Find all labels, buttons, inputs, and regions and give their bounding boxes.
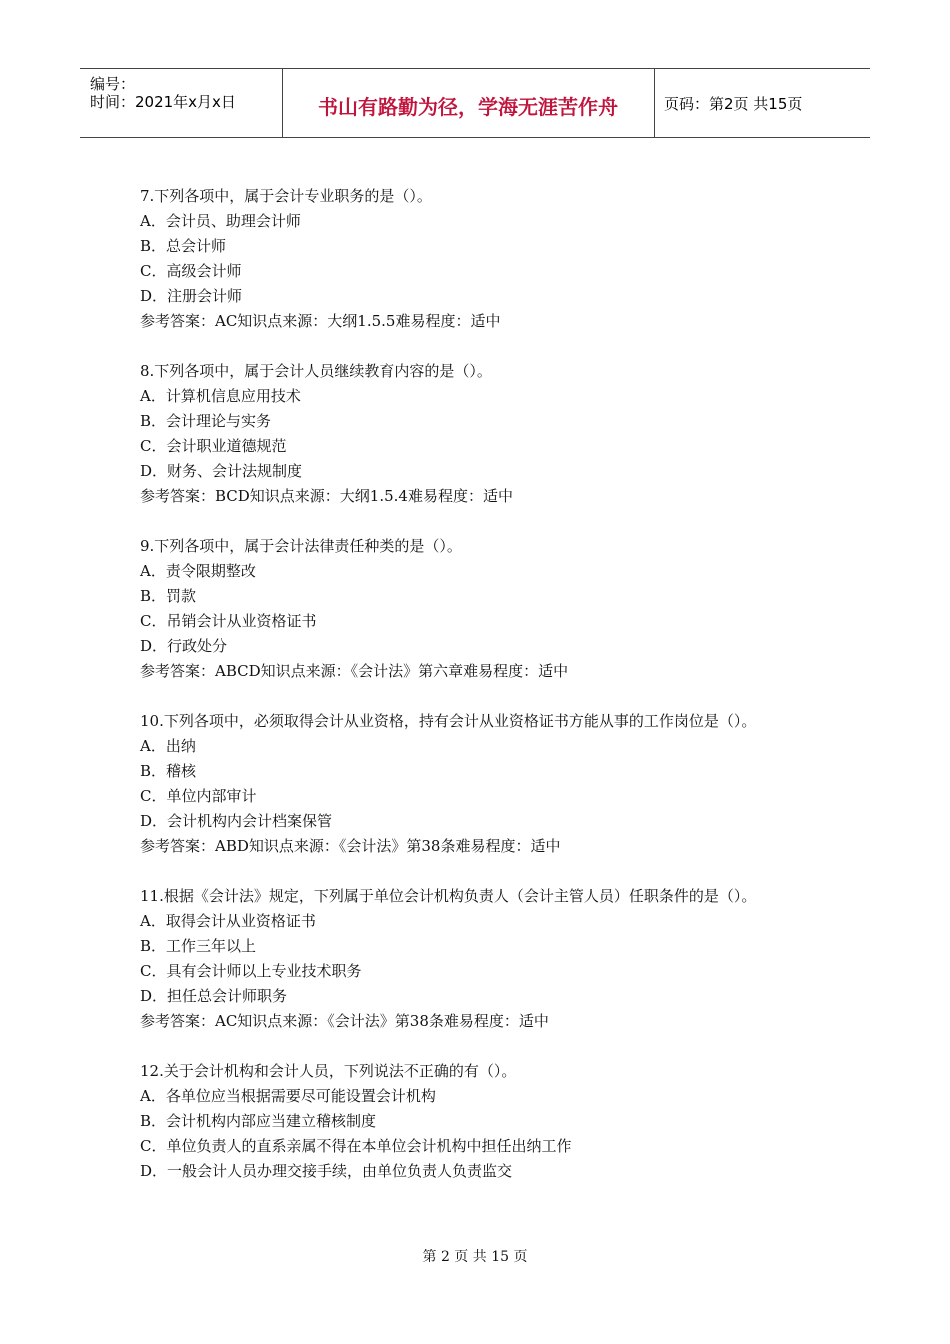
answer-line: 参考答案：ABD知识点来源：《会计法》第38条难易程度：适中 [140, 837, 561, 855]
header-left-cell [80, 69, 283, 137]
answer-line: 参考答案：ABCD知识点来源：《会计法》第六章难易程度：适中 [140, 662, 569, 680]
option-b: B．总会计师 [140, 237, 227, 255]
option-b: B．会计机构内部应当建立稽核制度 [140, 1112, 377, 1130]
option-b: B．工作三年以上 [140, 937, 257, 955]
number-label: 编号： [90, 75, 136, 93]
page-footer: 第 2 页 共 15 页 [422, 1249, 528, 1265]
option-d: D．注册会计师 [140, 287, 243, 305]
option-b: B．罚款 [140, 587, 197, 605]
question-8 [140, 359, 820, 509]
option-a: A．取得会计从业资格证书 [140, 912, 316, 930]
time-label: 时间：2021年x月x日 [90, 93, 236, 111]
option-d: D．行政处分 [140, 637, 228, 655]
option-c: C．单位负责人的直系亲属不得在本单位会计机构中担任出纳工作 [140, 1137, 572, 1155]
question-stem: 11.根据《会计法》规定，下列属于单位会计机构负责人（会计主管人员）任职条件的是（）。 [140, 887, 757, 905]
option-d: D．一般会计人员办理交接手续，由单位负责人负责监交 [140, 1162, 513, 1180]
option-a: A．计算机信息应用技术 [140, 387, 301, 405]
option-a: A．责令限期整改 [140, 562, 256, 580]
question-10 [140, 709, 820, 859]
option-c: C．会计职业道德规范 [140, 437, 287, 455]
answer-line: 参考答案：AC知识点来源：《会计法》第38条难易程度：适中 [140, 1012, 549, 1030]
header-motto: 书山有路勤为径，学海无涯苦作舟 [318, 95, 618, 119]
question-stem: 7.下列各项中，属于会计专业职务的是（）。 [140, 187, 432, 205]
option-c: C．具有会计师以上专业技术职务 [140, 962, 362, 980]
question-11 [140, 884, 820, 1034]
option-c: C．高级会计师 [140, 262, 242, 280]
answer-line: 参考答案：AC知识点来源：大纲1.5.5难易程度：适中 [140, 312, 501, 330]
question-list [140, 184, 820, 1209]
option-c: C．单位内部审计 [140, 787, 257, 805]
question-stem: 12.关于会计机构和会计人员，下列说法不正确的有（）。 [140, 1062, 517, 1080]
page-header [80, 68, 870, 138]
question-12 [140, 1059, 820, 1184]
option-d: D．担任总会计师职务 [140, 987, 288, 1005]
option-c: C．吊销会计从业资格证书 [140, 612, 317, 630]
page-label: 页码：第2页 共15页 [664, 95, 803, 113]
option-b: B．稽核 [140, 762, 197, 780]
question-stem: 9.下列各项中，属于会计法律责任种类的是（）。 [140, 537, 462, 555]
header-right-cell [654, 69, 870, 137]
option-d: D．财务、会计法规制度 [140, 462, 303, 480]
answer-line: 参考答案：BCD知识点来源：大纲1.5.4难易程度：适中 [140, 487, 513, 505]
question-9 [140, 534, 820, 684]
question-stem: 10.下列各项中，必须取得会计从业资格，持有会计从业资格证书方能从事的工作岗位是（）。 [140, 712, 757, 730]
option-a: A．会计员、助理会计师 [140, 212, 301, 230]
question-7 [140, 184, 820, 334]
option-a: A．出纳 [140, 737, 196, 755]
option-b: B．会计理论与实务 [140, 412, 272, 430]
header-middle-cell [282, 69, 655, 137]
option-a: A．各单位应当根据需要尽可能设置会计机构 [140, 1087, 436, 1105]
option-d: D．会计机构内会计档案保管 [140, 812, 333, 830]
question-stem: 8.下列各项中，属于会计人员继续教育内容的是（）。 [140, 362, 492, 380]
